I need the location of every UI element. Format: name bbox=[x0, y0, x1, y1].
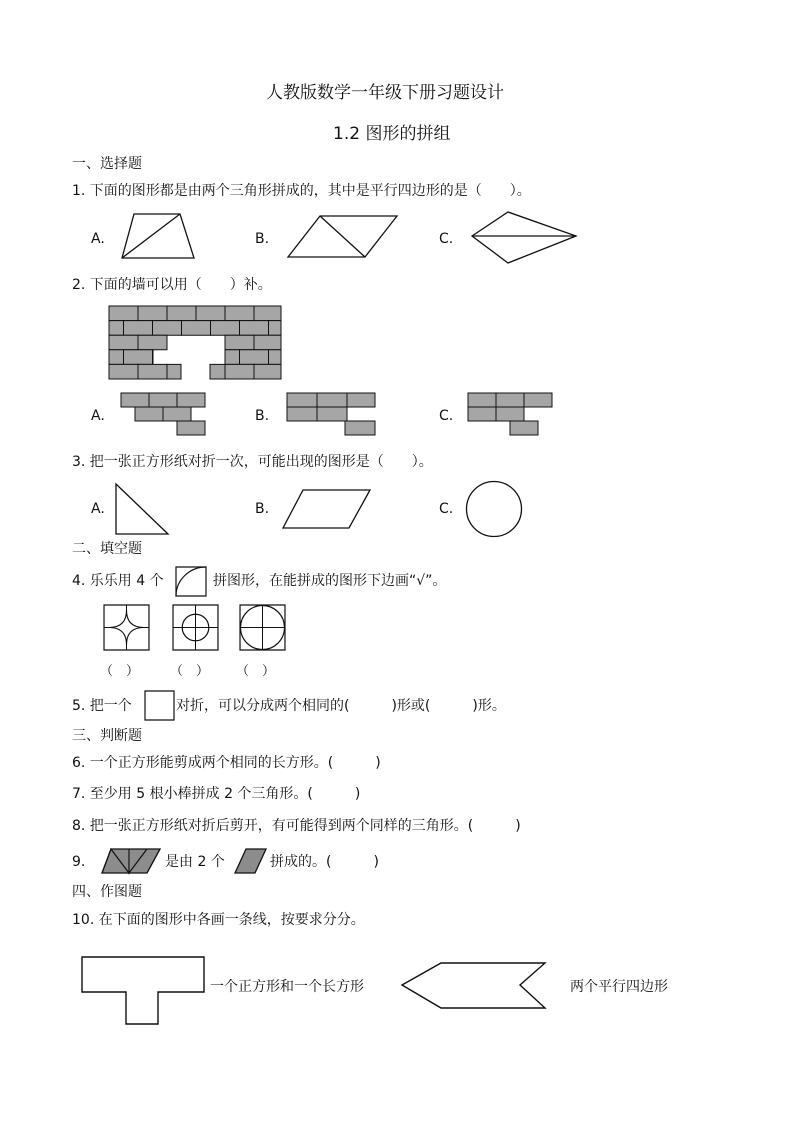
square-icon bbox=[144, 690, 175, 721]
page-title: 人教版数学一年级下册习题设计 bbox=[266, 83, 504, 103]
q1-option-b-parallelogram bbox=[287, 214, 399, 259]
question-8-text: 8. 把一张正方形纸对折后剪开，有可能得到两个同样的三角形。( ) bbox=[72, 818, 521, 834]
section-heading-choice: 一、选择题 bbox=[72, 156, 142, 172]
q1-option-a-trapezoid bbox=[120, 212, 195, 260]
question-9-text-mid: 是由 2 个 bbox=[165, 854, 225, 870]
wall-brick bbox=[210, 364, 225, 379]
wall-brick bbox=[225, 306, 254, 321]
q4-answer-blank-3[interactable]: （ ） bbox=[236, 664, 276, 679]
question-4-text-end: 拼图形，在能拼成的图形下边画“√”。 bbox=[213, 573, 447, 589]
q10-arrow-shape[interactable] bbox=[400, 961, 550, 1011]
q4-figure-inscribed-circle bbox=[239, 604, 286, 651]
page-subtitle: 1.2 图形的拼组 bbox=[333, 124, 451, 144]
question-9-text-end: 拼成的。( ) bbox=[270, 854, 379, 870]
q1-option-a-label: A. bbox=[91, 231, 105, 247]
q10-label-square-and-rectangle: 一个正方形和一个长方形 bbox=[210, 979, 364, 995]
question-4-text-start: 4. 乐乐用 4 个 bbox=[72, 573, 164, 589]
q4-answer-blank-2[interactable]: （ ） bbox=[170, 664, 210, 679]
question-1-text: 1. 下面的图形都是由两个三角形拼成的，其中是平行四边形的是（ ）。 bbox=[72, 183, 531, 199]
wall-brick bbox=[109, 350, 124, 365]
q2-option-a-label: A. bbox=[91, 408, 105, 424]
question-5-text-start: 5. 把一个 bbox=[72, 698, 132, 714]
q1-option-b-label: B. bbox=[255, 231, 270, 247]
wall-brick bbox=[254, 335, 281, 350]
wall-brick bbox=[124, 350, 153, 365]
wall-brick bbox=[182, 321, 211, 336]
wall-brick bbox=[196, 306, 225, 321]
q3-option-a-right-triangle bbox=[114, 482, 170, 536]
q1-option-c-kite bbox=[470, 210, 580, 265]
q9-unit-parallelogram-icon bbox=[233, 847, 268, 875]
wall-brick bbox=[240, 350, 269, 365]
q4-answer-blank-1[interactable]: （ ） bbox=[100, 664, 140, 679]
wall-brick bbox=[153, 321, 182, 336]
wall-brick bbox=[225, 335, 254, 350]
q3-option-c-label: C. bbox=[439, 501, 454, 517]
q9-parallelogram-strip bbox=[100, 847, 162, 875]
q3-option-b-parallelogram bbox=[281, 488, 373, 530]
question-7-text: 7. 至少用 5 根小棒拼成 2 个三角形。( ) bbox=[72, 786, 361, 802]
wall-brick bbox=[138, 335, 167, 350]
q3-option-a-label: A. bbox=[91, 501, 105, 517]
wall-brick bbox=[124, 321, 153, 336]
wall-brick bbox=[167, 364, 181, 379]
q3-option-c-circle bbox=[464, 480, 524, 540]
q2-option-c-bricks bbox=[466, 391, 556, 437]
section-heading-fill: 二、填空题 bbox=[72, 541, 142, 557]
wall-brick bbox=[138, 306, 167, 321]
wall-brick bbox=[109, 335, 138, 350]
q2-option-b-label: B. bbox=[255, 408, 270, 424]
q2-option-a-bricks bbox=[118, 391, 206, 437]
wall-brick bbox=[211, 321, 240, 336]
q10-t-shape[interactable] bbox=[80, 955, 208, 1027]
section-heading-draw: 四、作图题 bbox=[72, 884, 142, 900]
q2-option-c-label: C. bbox=[439, 408, 454, 424]
question-10-text: 10. 在下面的图形中各画一条线，按要求分分。 bbox=[72, 912, 365, 928]
wall-brick bbox=[269, 321, 282, 336]
quarter-circle-tile-icon bbox=[175, 566, 207, 597]
question-5-text-end: 对折，可以分成两个相同的( )形或( )形。 bbox=[176, 698, 506, 714]
wall-brick bbox=[109, 306, 138, 321]
wall-brick bbox=[240, 321, 269, 336]
wall-brick bbox=[254, 306, 281, 321]
wall-brick bbox=[138, 364, 167, 379]
wall-brick bbox=[225, 350, 240, 365]
question-6-text: 6. 一个正方形能剪成两个相同的长方形。( ) bbox=[72, 755, 381, 771]
question-3-text: 3. 把一张正方形纸对折一次，可能出现的图形是（ ）。 bbox=[72, 454, 433, 470]
section-heading-judge: 三、判断题 bbox=[72, 728, 142, 744]
wall-brick bbox=[167, 306, 196, 321]
wall-brick bbox=[225, 364, 254, 379]
q4-figure-circle-cross bbox=[172, 604, 219, 651]
wall-brick bbox=[254, 364, 281, 379]
question-2-text: 2. 下面的墙可以用（ ）补。 bbox=[72, 277, 272, 293]
wall-brick bbox=[109, 321, 124, 336]
wall-brick bbox=[109, 364, 138, 379]
q2-option-b-bricks bbox=[285, 391, 377, 437]
q10-label-two-parallelograms: 两个平行四边形 bbox=[570, 979, 668, 995]
q1-option-c-label: C. bbox=[439, 231, 454, 247]
brick-wall-with-gap bbox=[107, 304, 283, 380]
q3-option-b-label: B. bbox=[255, 501, 270, 517]
question-9-number: 9. bbox=[72, 854, 86, 870]
q4-figure-star bbox=[103, 604, 150, 651]
wall-brick bbox=[269, 350, 282, 365]
wall-brick bbox=[153, 350, 154, 365]
